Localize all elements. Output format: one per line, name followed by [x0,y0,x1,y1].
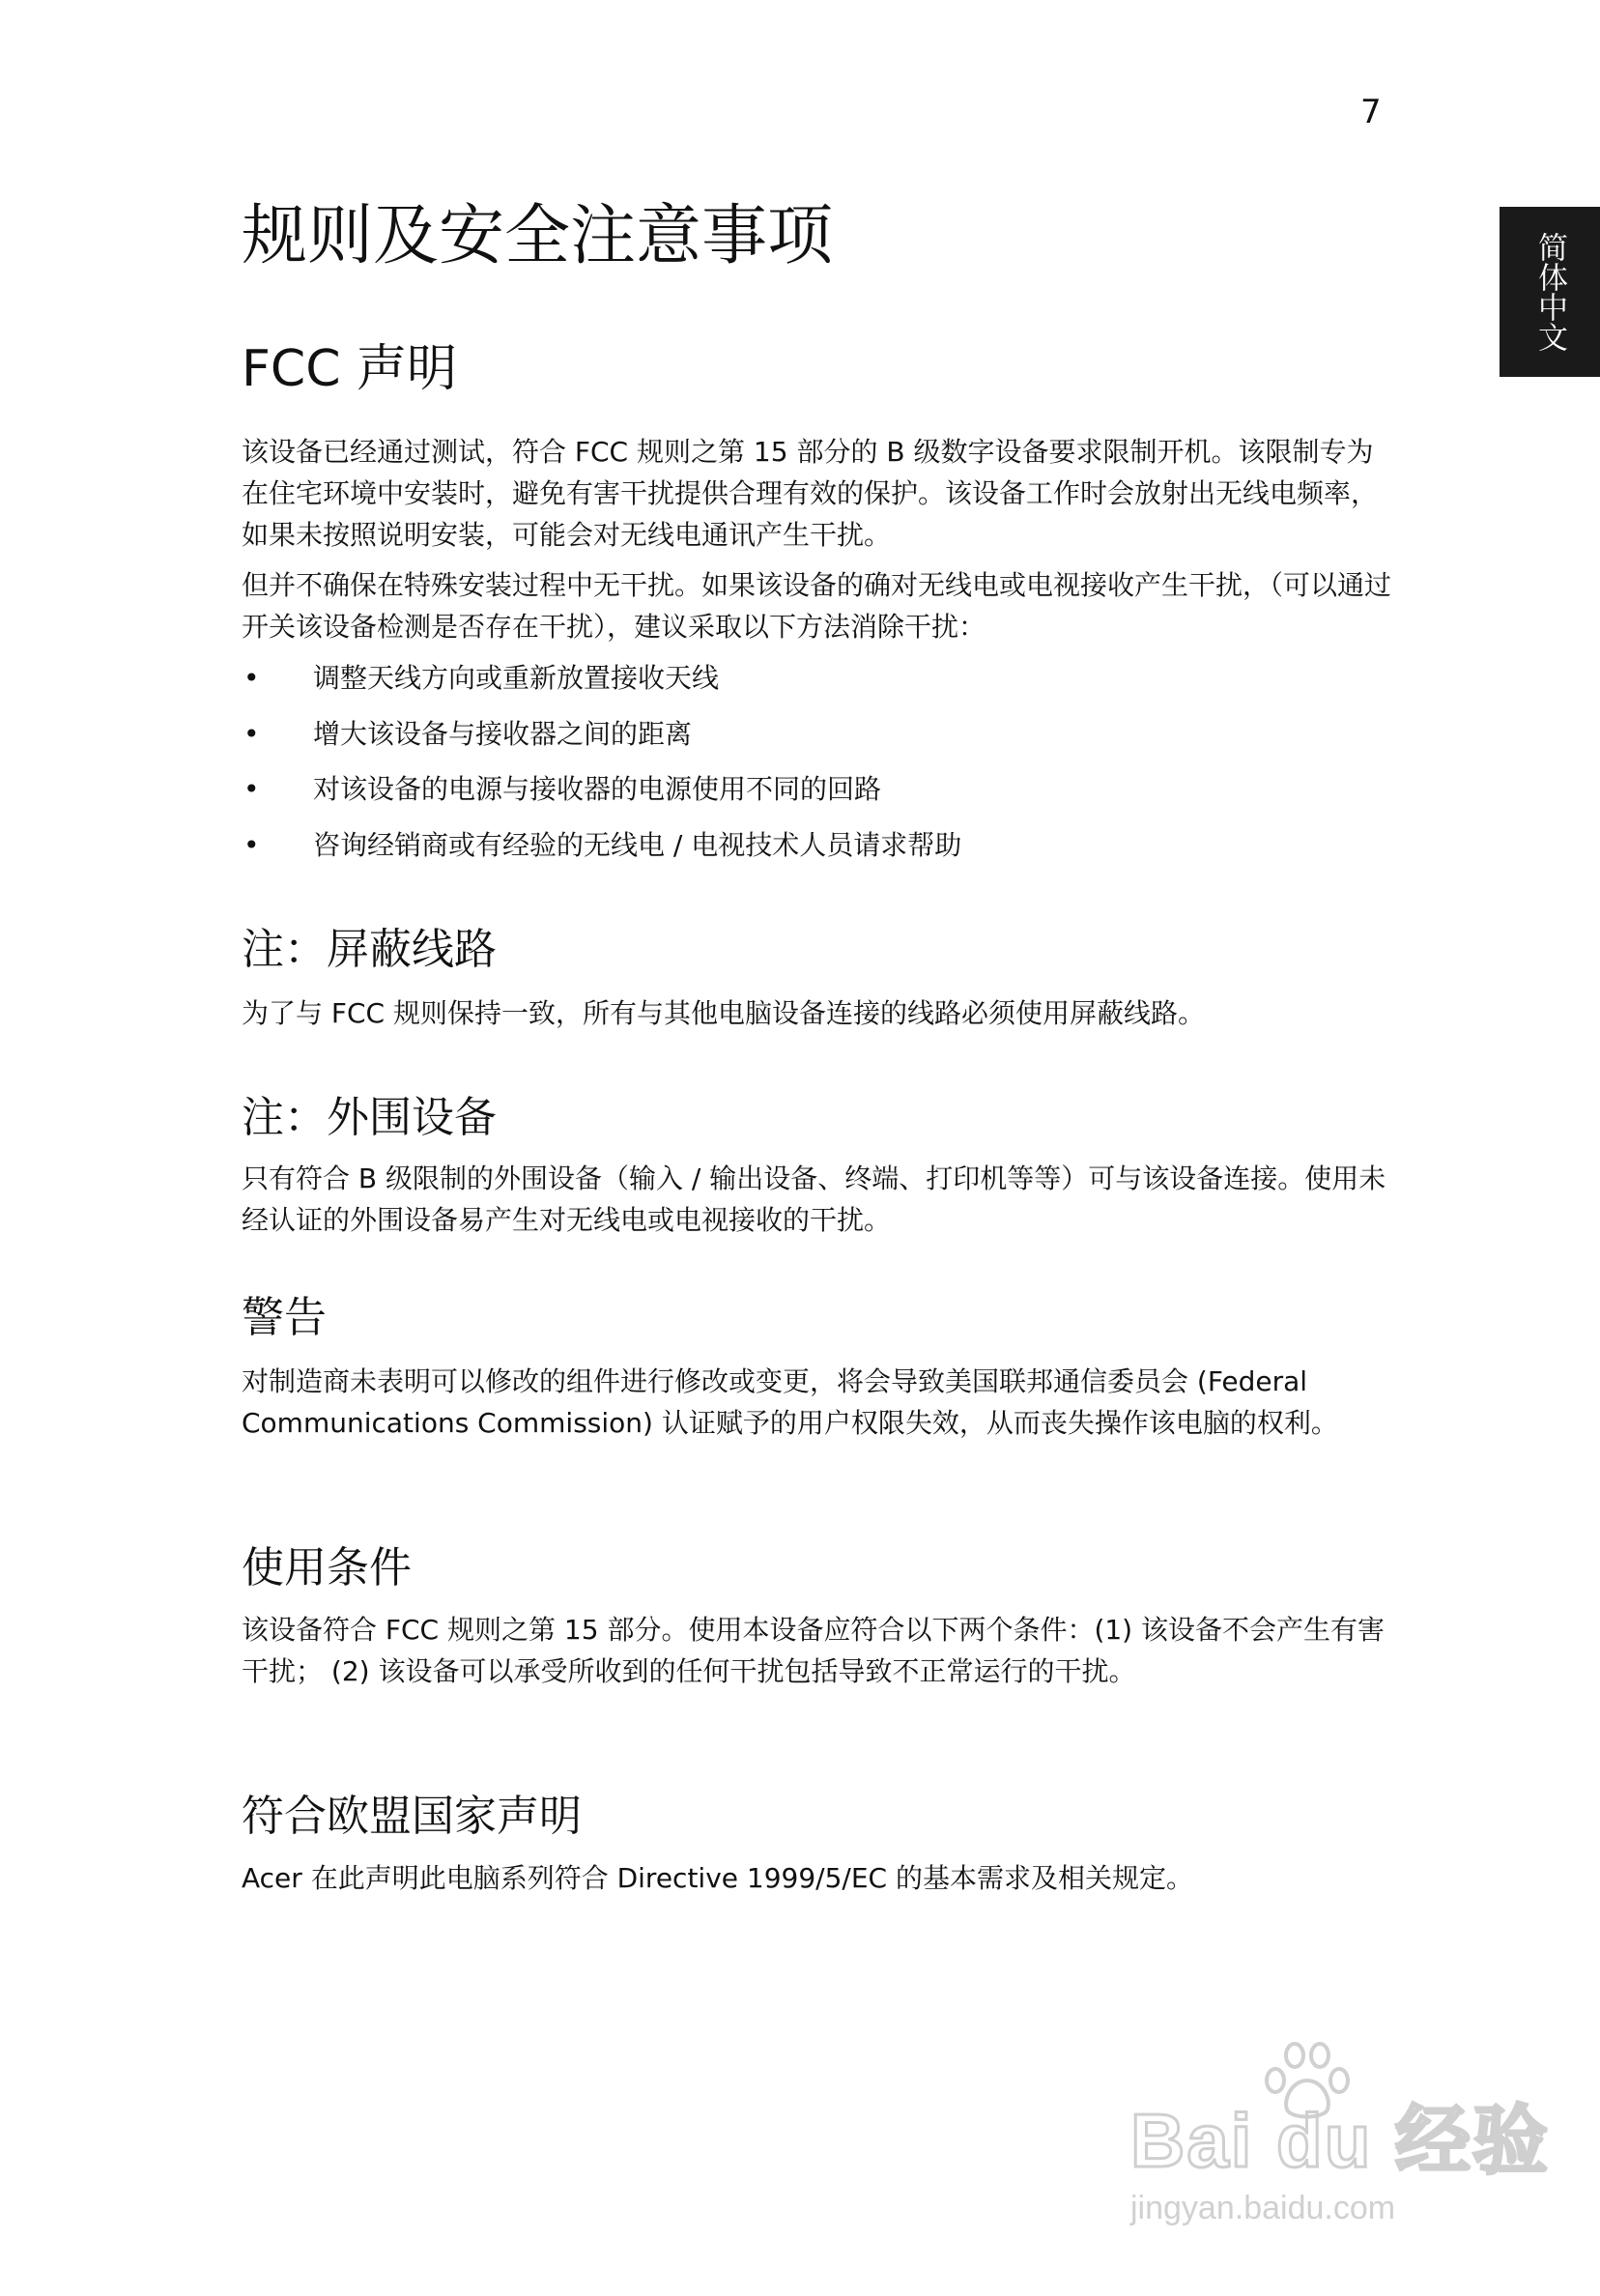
conditions-heading: 使用条件 [242,1543,412,1593]
peripheral-heading: 注：外围设备 [242,1093,497,1142]
fcc-paragraph-2: 但并不确保在特殊安装过程中无干扰。如果该设备的确对无线电或电视接收产生干扰，（可以通过开关该设备检测是否存在干扰），建议采取以下方法消除干扰： [242,569,1392,643]
bullet-icon: • [243,773,260,805]
list-item [242,713,1391,769]
list-item-text: 咨询经销商或有经验的无线电 / 电视技术人员请求帮助 [313,828,962,861]
fcc-bullet-list [242,657,1391,879]
language-tab [1500,207,1600,377]
peripheral-paragraph: 只有符合 B 级限制的外围设备（输入 / 输出设备、终端、打印机等等）可与该设备连接。使用未经认证的外围设备易产生对无线电或电视接收的干扰。 [242,1162,1386,1236]
list-item [242,768,1391,824]
bullet-icon: • [243,717,260,750]
list-item-text: 增大该设备与接收器之间的距离 [313,717,693,750]
list-item-text: 对该设备的电源与接收器的电源使用不同的回路 [313,773,882,805]
shielded-heading: 注：屏蔽线路 [242,925,497,974]
page-number: 7 [1360,93,1382,131]
baidu-watermark [1130,2034,1551,2227]
fcc-heading: FCC 声明 [242,340,458,398]
watermark-logo-text: Bai du 经验 [1130,2098,1551,2183]
eu-paragraph: Acer 在此声明此电脑系列符合 Directive 1999/5/EC 的基本需求及相关规定。 [242,1862,1193,1894]
list-item-text: 调整天线方向或重新放置接收天线 [313,662,720,694]
warning-heading: 警告 [242,1293,327,1342]
warning-paragraph: 对制造商未表明可以修改的组件进行修改或变更，将会导致美国联邦通信委员会 (Federal Communications Commission) 认证赋予的用户权限失效，从而丧失操作该电脑的权利。 [242,1365,1338,1439]
list-item [242,824,1391,880]
list-item [242,657,1391,713]
bullet-icon: • [243,828,260,861]
conditions-paragraph: 该设备符合 FCC 规则之第 15 部分。使用本设备应符合以下两个条件：(1) 该设备不会产生有害干扰； (2) 该设备可以承受所收到的任何干扰包括导致不正常运行的干扰。 [242,1614,1386,1687]
shielded-paragraph: 为了与 FCC 规则保持一致，所有与其他电脑设备连接的线路必须使用屏蔽线路。 [242,997,1206,1029]
eu-heading: 符合欧盟国家声明 [242,1792,582,1841]
watermark-url: jingyan.baidu.com [1130,2190,1396,2226]
language-tab-label: 简体中文 [1532,232,1567,352]
bullet-icon: • [243,662,260,694]
fcc-paragraph-1: 该设备已经通过测试，符合 FCC 规则之第 15 部分的 B 级数字设备要求限制开机。该限制专为在住宅环境中安装时，避免有害干扰提供合理有效的保护。该设备工作时会放射出无线电频率，如果未按照说明安装，可能会对无线电通讯产生干扰。 [242,436,1379,551]
page-title: 规则及安全注意事项 [242,198,834,274]
